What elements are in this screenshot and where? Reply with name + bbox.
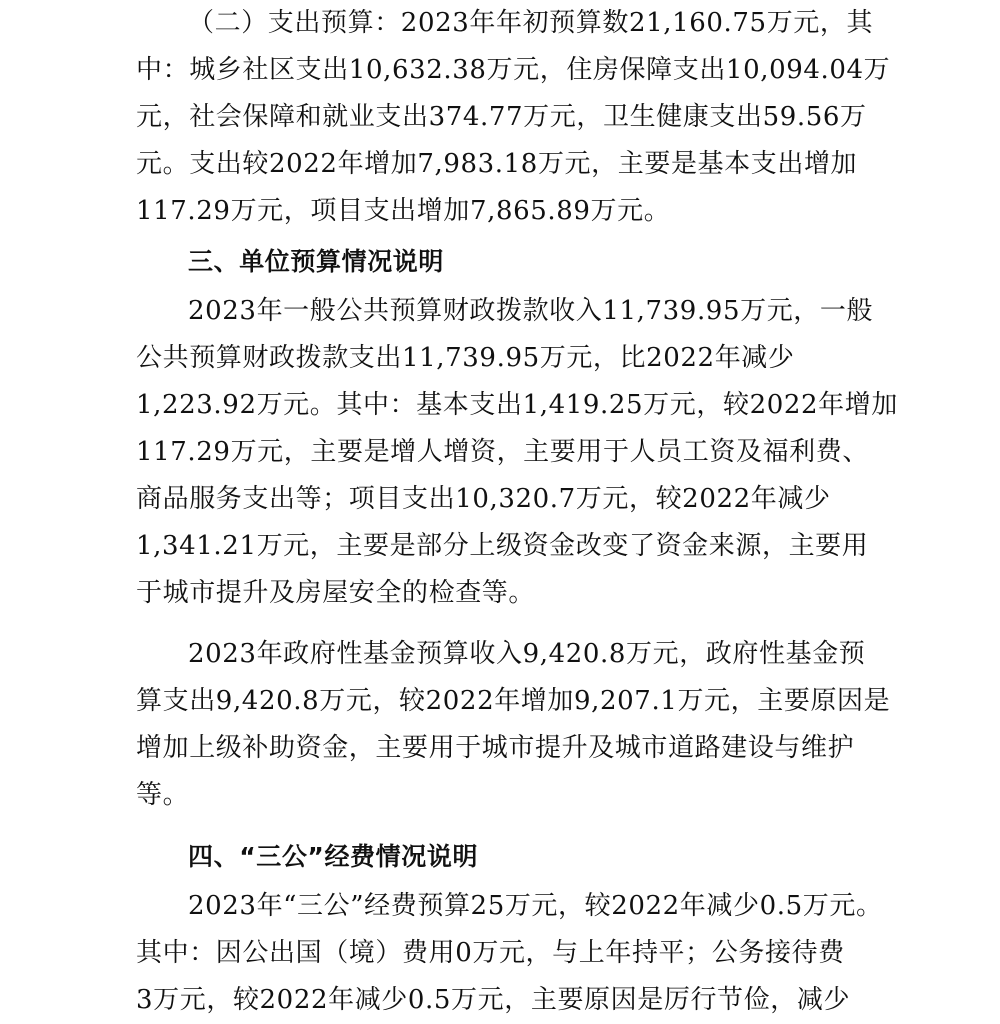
text-line: 元，社会保障和就业支出374.77万元，卫生健康支出59.56万 — [136, 102, 867, 132]
text-line: 元。支出较2022年增加7,983.18万元，主要是基本支出增加 — [136, 149, 858, 179]
spacer — [136, 617, 868, 631]
section-heading-unit-budget: 三、单位预算情况说明 — [188, 247, 445, 276]
text-line: 增加上级补助资金，主要用于城市提升及城市道路建设与维护 — [136, 733, 855, 763]
text-line: 3万元，较2022年减少0.5万元，主要原因是厉行节俭，减少 — [136, 985, 851, 1015]
text-line: 中：城乡社区支出10,632.38万元，住房保障支出10,094.04万 — [136, 55, 891, 85]
text-line: 117.29万元，主要是增人增资，主要用于人员工资及福利费、 — [136, 437, 869, 467]
text-line: 117.29万元，项目支出增加7,865.89万元。 — [136, 196, 671, 226]
text-line: 算支出9,420.8万元，较2022年增加9,207.1万元，主要原因是 — [136, 686, 891, 716]
text-line: 其中：因公出国（境）费用0万元，与上年持平；公务接待费 — [136, 938, 845, 968]
paragraph-expenditure-budget — [136, 0, 891, 235]
paragraph-general-public-budget — [136, 288, 898, 617]
text-line: 2023年“三公”经费预算25万元，较2022年减少0.5万元。 — [188, 891, 883, 921]
text-line: 2023年政府性基金预算收入9,420.8万元，政府性基金预 — [188, 639, 866, 669]
document-page — [136, 0, 898, 1024]
text-line: 1,341.21万元，主要是部分上级资金改变了资金来源，主要用 — [136, 531, 869, 561]
text-line: 于城市提升及房屋安全的检查等。 — [136, 578, 536, 608]
section-heading-three-public-expenses: 四、“三公”经费情况说明 — [188, 842, 479, 871]
text-line: （二）支出预算：2023年年初预算数21,160.75万元，其 — [188, 8, 874, 38]
spacer — [136, 819, 868, 833]
text-line: 公共预算财政拨款支出11,739.95万元，比2022年减少 — [136, 343, 795, 373]
paragraph-government-fund-budget — [136, 631, 891, 819]
text-line: 2023年一般公共预算财政拨款收入11,739.95万元，一般 — [188, 296, 874, 326]
text-line: 商品服务支出等；项目支出10,320.7万元，较2022年减少 — [136, 484, 831, 514]
text-line: 等。 — [136, 780, 190, 810]
text-line: 1,223.92万元。其中：基本支出1,419.25万元，较2022年增加 — [136, 390, 898, 420]
paragraph-three-public-expenses — [136, 883, 883, 1024]
